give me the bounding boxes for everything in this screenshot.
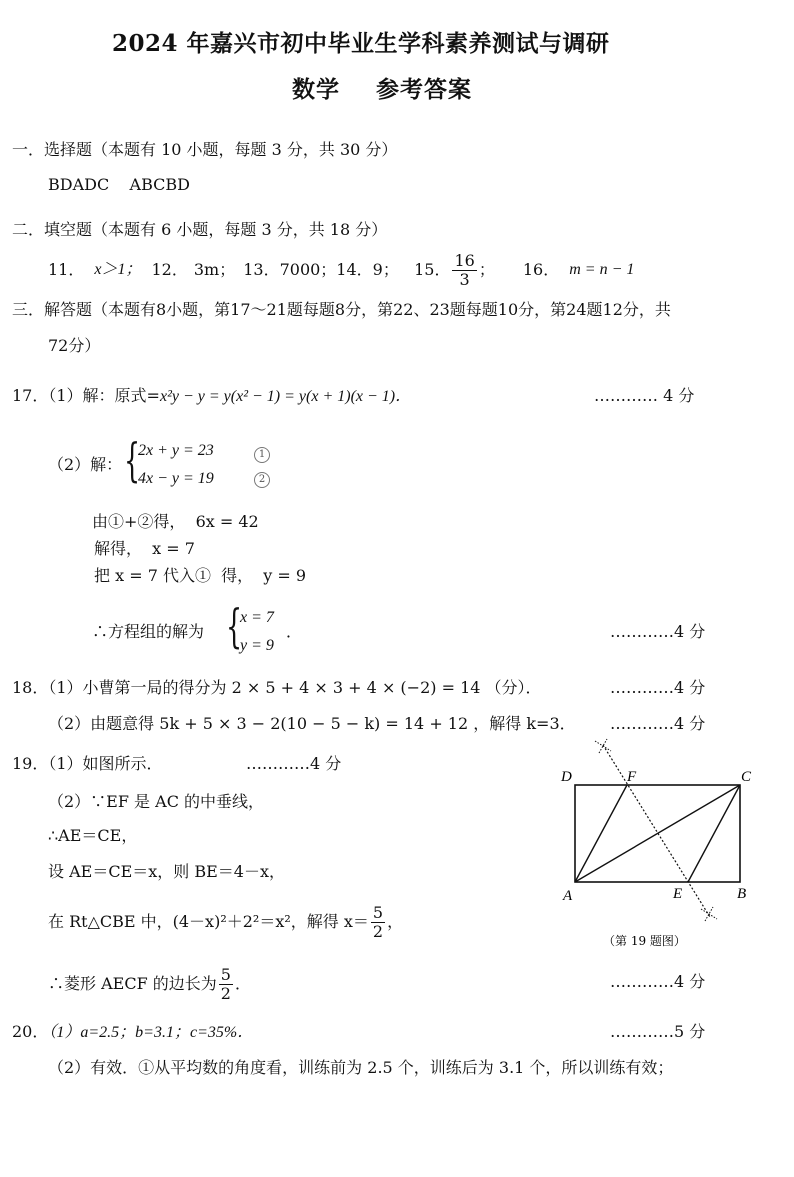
q17-solution-x: x = 7: [240, 609, 274, 626]
answer-12: 3m；: [193, 260, 236, 280]
label-c: C: [741, 769, 752, 785]
fraction-denominator: 2: [220, 983, 231, 1003]
q19-number: 19．: [12, 754, 49, 773]
q19-equation-tail: ，: [387, 912, 404, 932]
q19-p2-line4: [48, 898, 403, 946]
q19-conclusion: [48, 960, 251, 1008]
label-d: D: [561, 769, 572, 785]
q19-part1: [12, 754, 163, 773]
figure-caption: （第 19 题图）: [603, 934, 686, 948]
section1-answers: BDADC ABCBD: [48, 175, 190, 194]
q18-part2: （2）由题意得 5k + 5 × 3 − 2(10 − 5 − k) = 14 + 12 ，解得 k=3．: [48, 714, 576, 733]
page-title: 2024 年嘉兴市初中毕业生学科素养测试与调研: [112, 30, 610, 57]
label-f: F: [627, 769, 637, 785]
q18-p2-score: …………4 分: [610, 714, 706, 733]
q17-p1-label: （1）解：原式=: [48, 386, 160, 405]
q17-number: 17．: [12, 386, 49, 405]
q17-p2-label: （2）解：: [48, 455, 123, 474]
q19-side-fraction: [219, 966, 233, 1002]
label-a: A: [563, 888, 573, 904]
q19-p2-line3: 设 AE＝CE＝x，则 BE＝4－x，: [48, 862, 285, 881]
equation-marker-1: 1: [254, 447, 270, 463]
q20-number: 20．: [12, 1022, 49, 1041]
fraction-denominator: 2: [372, 921, 384, 941]
fraction-numerator: 16: [454, 250, 475, 270]
system-brace-1: {: [124, 433, 141, 487]
answer-11-label: 11．: [48, 260, 85, 280]
answer-13-15: 13．7000；14．9； 15．: [243, 260, 451, 280]
diagonal-ac: [575, 785, 740, 882]
q17-step-3: 把 x = 7 代入① 得， y = 9: [94, 566, 307, 585]
q17-equation-1: 2x + y = 23: [138, 442, 214, 459]
arc-mark-top: [595, 739, 611, 753]
q17-part1: [12, 386, 411, 406]
q17-p1-score: ………… 4 分: [594, 386, 695, 405]
q19-p1-text: （1）如图所示．: [48, 754, 163, 773]
answer-15-tail: ；: [478, 260, 495, 280]
fraction-numerator: 5: [220, 964, 231, 984]
q18-p1-text: （1）小曹第一局的得分为 2 × 5 + 4 × 3 + 4 × (−2) = 14 （分）．: [48, 678, 542, 697]
section2-heading: 二．填空题（本题有 6 小题，每题 3 分，共 18 分）: [12, 220, 388, 239]
q19-p2-line2: ∴AE＝CE，: [48, 826, 138, 845]
equation-marker-2: 2: [254, 472, 270, 488]
q18-p1-score: …………4 分: [610, 678, 706, 697]
q20-p1-score: …………5 分: [610, 1022, 706, 1041]
answer-12-label: 12．: [151, 260, 188, 280]
perpendicular-bisector: [603, 745, 710, 917]
q17-p2-score: …………4 分: [610, 622, 706, 641]
page-subtitle: 数学 参考答案: [292, 76, 473, 103]
section2-answers: [48, 250, 634, 290]
q19-score: …………4 分: [610, 972, 706, 991]
answer-15-fraction: [452, 252, 476, 288]
q17-step-2: 解得， x = 7: [94, 539, 195, 558]
q19-p2-line1: （2）∵EF 是 AC 的中垂线，: [48, 792, 265, 811]
q17-conclusion-tail: ．: [286, 622, 303, 641]
q19-conclusion-tail: ．: [234, 974, 251, 994]
arc-mark-bottom: [701, 907, 717, 921]
q20-part1: [12, 1022, 253, 1042]
q19-figure: [555, 735, 780, 960]
label-e: E: [673, 886, 683, 902]
section3-heading-line1: 三．解答题（本题有8小题，第17～21题每题8分，第22、23题每题10分，第24题12分，共: [12, 300, 671, 319]
fraction-numerator: 5: [372, 902, 384, 922]
q19-conclusion-text: ∴菱形 AECF 的边长为: [48, 974, 217, 994]
answer-16-label: 16．: [522, 260, 560, 280]
q17-solution-y: y = 9: [240, 637, 274, 654]
q20-p1-text: （1）a=2.5；b=3.1；c=35%．: [48, 1024, 254, 1041]
q19-p1-score: …………4 分: [246, 754, 342, 773]
q17-equation-2: 4x − y = 19: [138, 470, 214, 487]
section1-heading: 一．选择题（本题有 10 小题，每题 3 分，共 30 分）: [12, 140, 398, 159]
section3-heading-line2: 72分）: [48, 336, 101, 355]
answer-16: m = n − 1: [569, 261, 635, 279]
q20-part2: （2）有效．①从平均数的角度看，训练前为 2.5 个，训练后为 3.1 个，所以训练有效；: [48, 1058, 674, 1077]
system-brace-2: {: [226, 599, 243, 653]
q18-part1: [12, 678, 542, 697]
q17-conclusion-label: ∴方程组的解为: [92, 622, 205, 641]
q18-number: 18．: [12, 678, 49, 697]
fraction-denominator: 3: [459, 269, 470, 289]
q17-step-1: 由①+②得， 6x = 42: [92, 512, 259, 531]
label-b: B: [737, 886, 747, 902]
answer-11: x＞1；: [94, 261, 142, 279]
q19-equation-text: 在 Rt△CBE 中，(4－x)²＋2²＝x²，解得 x＝: [48, 912, 369, 932]
q17-p1-expression: x²y − y = y(x² − 1) = y(x + 1)(x − 1)．: [159, 388, 412, 405]
q19-x-fraction: [371, 904, 385, 940]
